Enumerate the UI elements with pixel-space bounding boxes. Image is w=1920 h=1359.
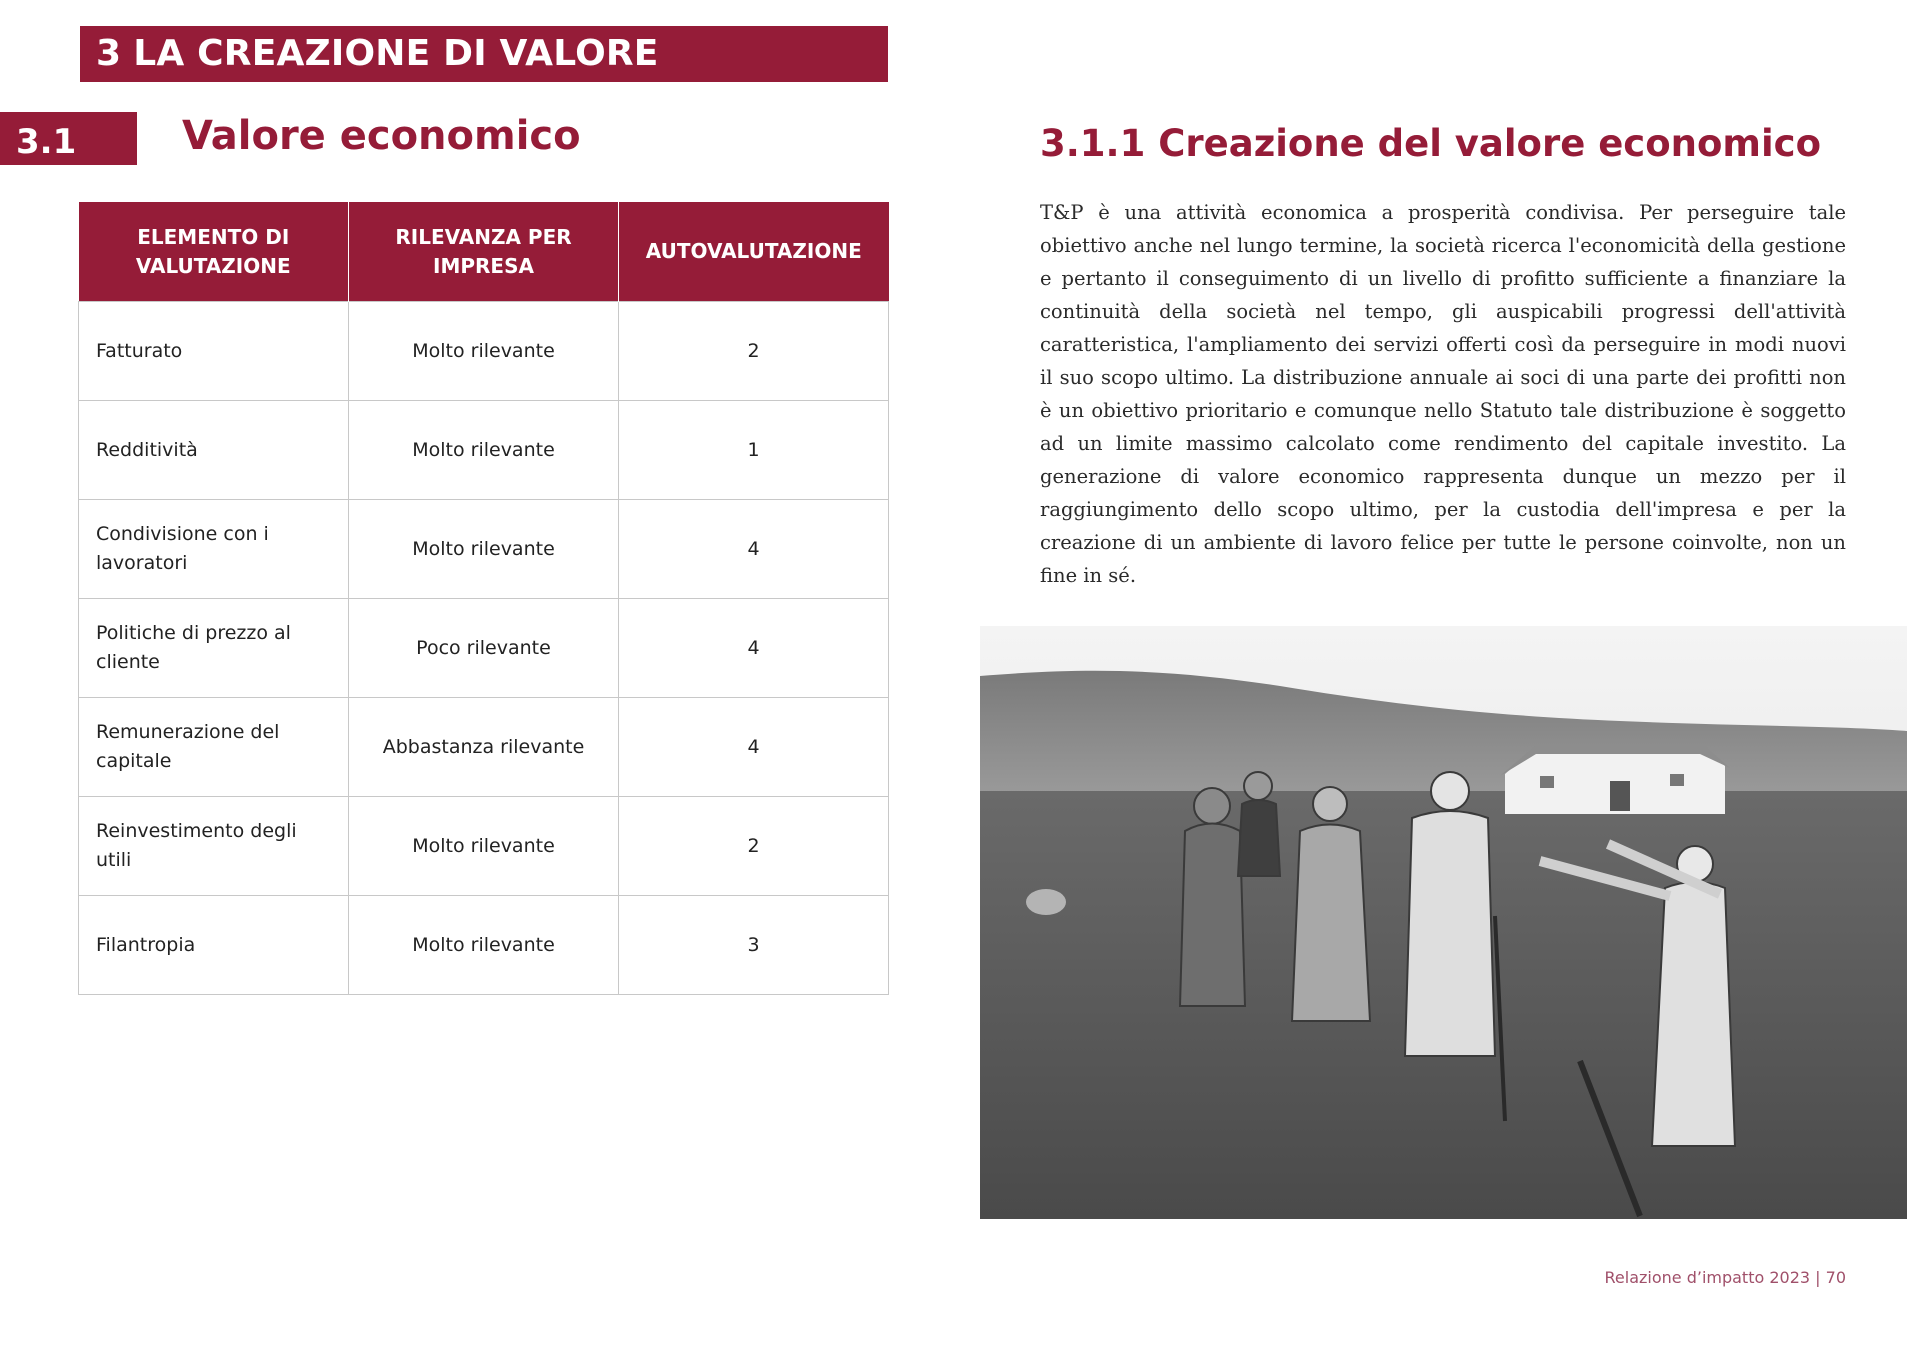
sheep xyxy=(1026,889,1066,915)
section-number: 3.1 xyxy=(0,112,137,165)
table-cell-relevance: Molto rilevante xyxy=(349,797,619,896)
table-cell-element: Redditività xyxy=(79,401,349,500)
table-cell-element: Fatturato xyxy=(79,302,349,401)
historical-photo xyxy=(980,626,1907,1219)
table-row xyxy=(79,698,889,797)
table-cell-score: 2 xyxy=(619,797,889,896)
table-cell-relevance: Molto rilevante xyxy=(349,302,619,401)
table-cell-element: Remunerazione del capitale xyxy=(79,698,349,797)
table-cell-relevance: Poco rilevante xyxy=(349,599,619,698)
table-cell-relevance: Molto rilevante xyxy=(349,500,619,599)
farmhouse xyxy=(1500,746,1730,814)
table-header-element: ELEMENTO DI VALUTAZIONE xyxy=(79,202,349,302)
table-row xyxy=(79,500,889,599)
table-row xyxy=(79,302,889,401)
table-header-relevance: RILEVANZA PER IMPRESA xyxy=(349,202,619,302)
table-cell-element: Condivisione con i lavoratori xyxy=(79,500,349,599)
table-cell-element: Politiche di prezzo al cliente xyxy=(79,599,349,698)
table-cell-relevance: Molto rilevante xyxy=(349,896,619,995)
table-header-row xyxy=(79,202,889,302)
table-cell-score: 2 xyxy=(619,302,889,401)
table-cell-score: 4 xyxy=(619,599,889,698)
subsection-title: 3.1.1 Creazione del valore economico xyxy=(1040,122,1821,165)
page-footer: Relazione d’impatto 2023 | 70 xyxy=(1604,1268,1846,1287)
field-workers-photo-illustration xyxy=(980,626,1907,1219)
table-row xyxy=(79,896,889,995)
chapter-title-bar xyxy=(80,26,888,82)
table-row xyxy=(79,599,889,698)
table-row xyxy=(79,797,889,896)
table-row xyxy=(79,401,889,500)
table-cell-score: 1 xyxy=(619,401,889,500)
table-cell-relevance: Molto rilevante xyxy=(349,401,619,500)
table-header-self-assessment: AUTOVALUTAZIONE xyxy=(619,202,889,302)
table-cell-relevance: Abbastanza rilevante xyxy=(349,698,619,797)
section-title: Valore economico xyxy=(182,113,581,159)
chapter-title: LA CREAZIONE DI VALORE xyxy=(133,33,659,74)
evaluation-table xyxy=(78,202,889,995)
table-cell-element: Reinvestimento degli utili xyxy=(79,797,349,896)
body-paragraph: T&P è una attività economica a prosperità condivisa. Per perseguire tale obiettivo anche nel lungo termine, la società ricerca l'economicità della gestione e pertanto il conseguimento di un livello di profitto sufficiente a finanziare la continuità della società nel tempo, gli auspicabili progressi dell'attività caratteristica, l'ampliamento dei servizi offerti così da perseguire in modi nuovi il suo scopo ultimo. La distribuzione annuale ai soci di una parte dei profitti non è un obiettivo prioritario e comunque nello Statuto tale distribuzione è soggetto ad un limite massimo calcolato come rendimento del capitale investito. La generazione di valore economico rappresenta dunque un mezzo per il raggiungimento dello scopo ultimo, per la custodia dell'impresa e per la creazione di un ambiente di lavoro felice per tutte le persone coinvolte, non un fine in sé. xyxy=(1040,201,1846,587)
chapter-number: 3 xyxy=(96,33,122,74)
table-cell-element: Filantropia xyxy=(79,896,349,995)
table-cell-score: 4 xyxy=(619,500,889,599)
table-cell-score: 3 xyxy=(619,896,889,995)
table-cell-score: 4 xyxy=(619,698,889,797)
